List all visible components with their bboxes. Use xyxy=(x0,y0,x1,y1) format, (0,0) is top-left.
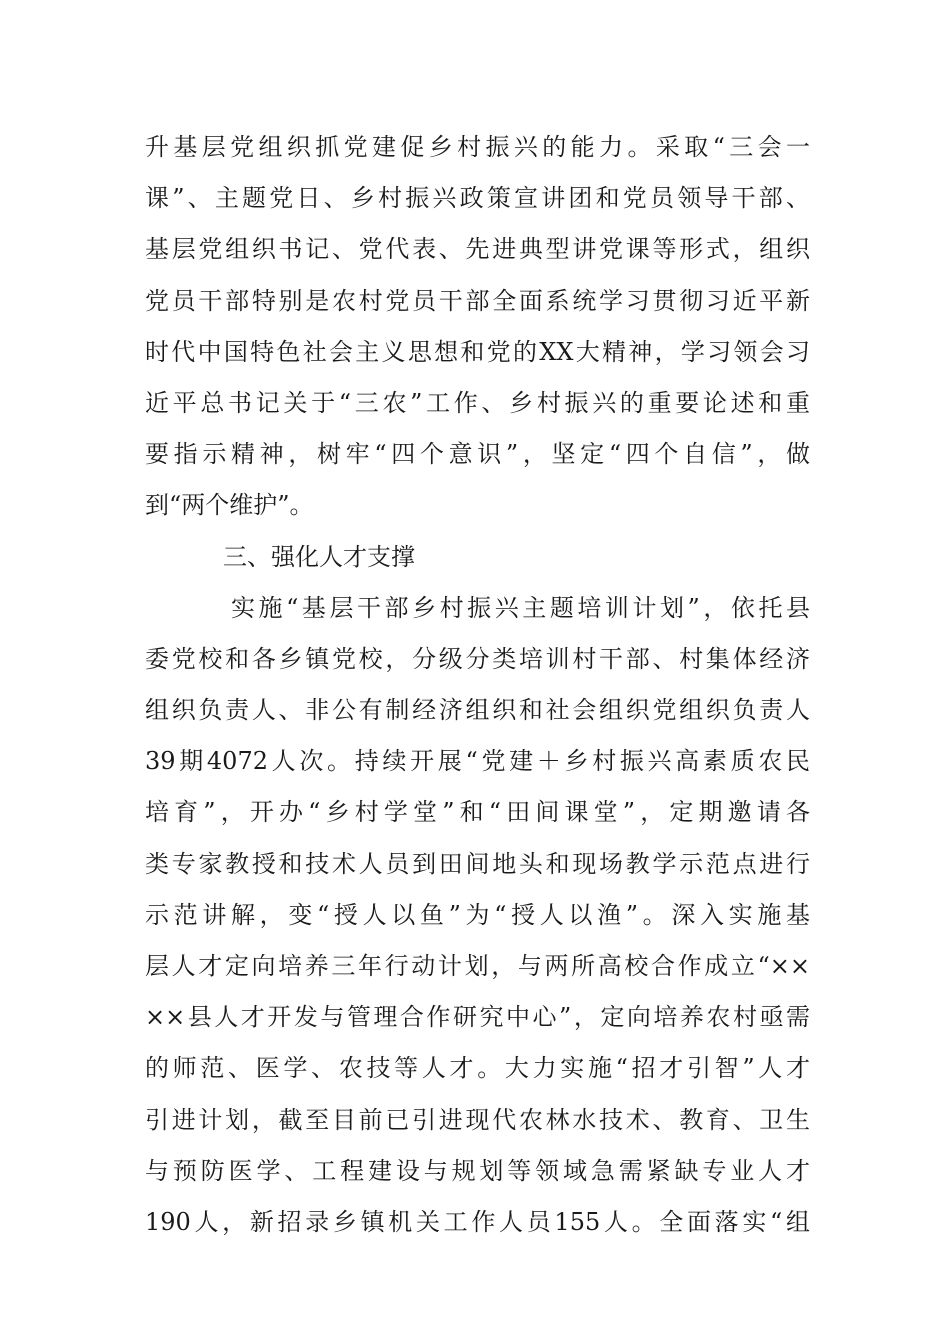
paragraph-1-line: 基层党组织书记、党代表、先进典型讲党课等形式，组织 xyxy=(145,235,810,264)
paragraph-2-line: 的师范、医学、农技等人才。大力实施“招才引智”人才 xyxy=(145,1054,810,1083)
paragraph-2-line: 培育”，开办“乡村学堂”和“田间课堂”，定期邀请各 xyxy=(145,798,810,827)
document-body xyxy=(145,122,810,1248)
paragraph-2-line: 组织负责人、非公有制经济组织和社会组织党组织负责人 xyxy=(145,696,810,725)
paragraph-2-line: 委党校和各乡镇党校，分级分类培训村干部、村集体经济 xyxy=(145,644,810,673)
paragraph-2-line: ××县人才开发与管理合作研究中心”，定向培养农村亟需 xyxy=(145,1003,810,1032)
section-heading: 三、强化人才支撑 xyxy=(223,542,415,571)
paragraph-2-line: 层人才定向培养三年行动计划，与两所高校合作成立“×× xyxy=(145,952,810,980)
paragraph-2-line: 实施“基层干部乡村振兴主题培训计划”，依托县 xyxy=(231,593,810,622)
paragraph-2-line: 类专家教授和技术人员到田间地头和现场教学示范点进行 xyxy=(145,849,810,878)
paragraph-1-line: 到“两个维护”。 xyxy=(145,491,314,520)
paragraph-1-line: 升基层党组织抓党建促乡村振兴的能力。采取“三会一 xyxy=(145,133,810,161)
paragraph-1-line: 要指示精神，树牢“四个意识”，坚定“四个自信”，做 xyxy=(145,440,810,469)
paragraph-2-line: 190人，新招录乡镇机关工作人员155人。全面落实“组 xyxy=(145,1207,810,1236)
paragraph-1-line: 党员干部特别是农村党员干部全面系统学习贯彻习近平新 xyxy=(145,286,810,315)
paragraph-1-line: 时代中国特色社会主义思想和党的XX大精神，学习领会习 xyxy=(145,337,810,366)
paragraph-2-line: 引进计划，截至目前已引进现代农林水技术、教育、卫生 xyxy=(145,1105,810,1134)
paragraph-2-line: 示范讲解，变“授人以鱼”为“授人以渔”。深入实施基 xyxy=(145,900,810,929)
paragraph-2-line: 39期4072人次。持续开展“党建＋乡村振兴高素质农民 xyxy=(145,747,810,776)
paragraph-2-line: 与预防医学、工程建设与规划等领域急需紧缺专业人才 xyxy=(145,1156,810,1185)
paragraph-1-line: 课”、主题党日、乡村振兴政策宣讲团和党员领导干部、 xyxy=(145,184,810,213)
paragraph-1-line: 近平总书记关于“三农”工作、乡村振兴的重要论述和重 xyxy=(145,388,810,417)
